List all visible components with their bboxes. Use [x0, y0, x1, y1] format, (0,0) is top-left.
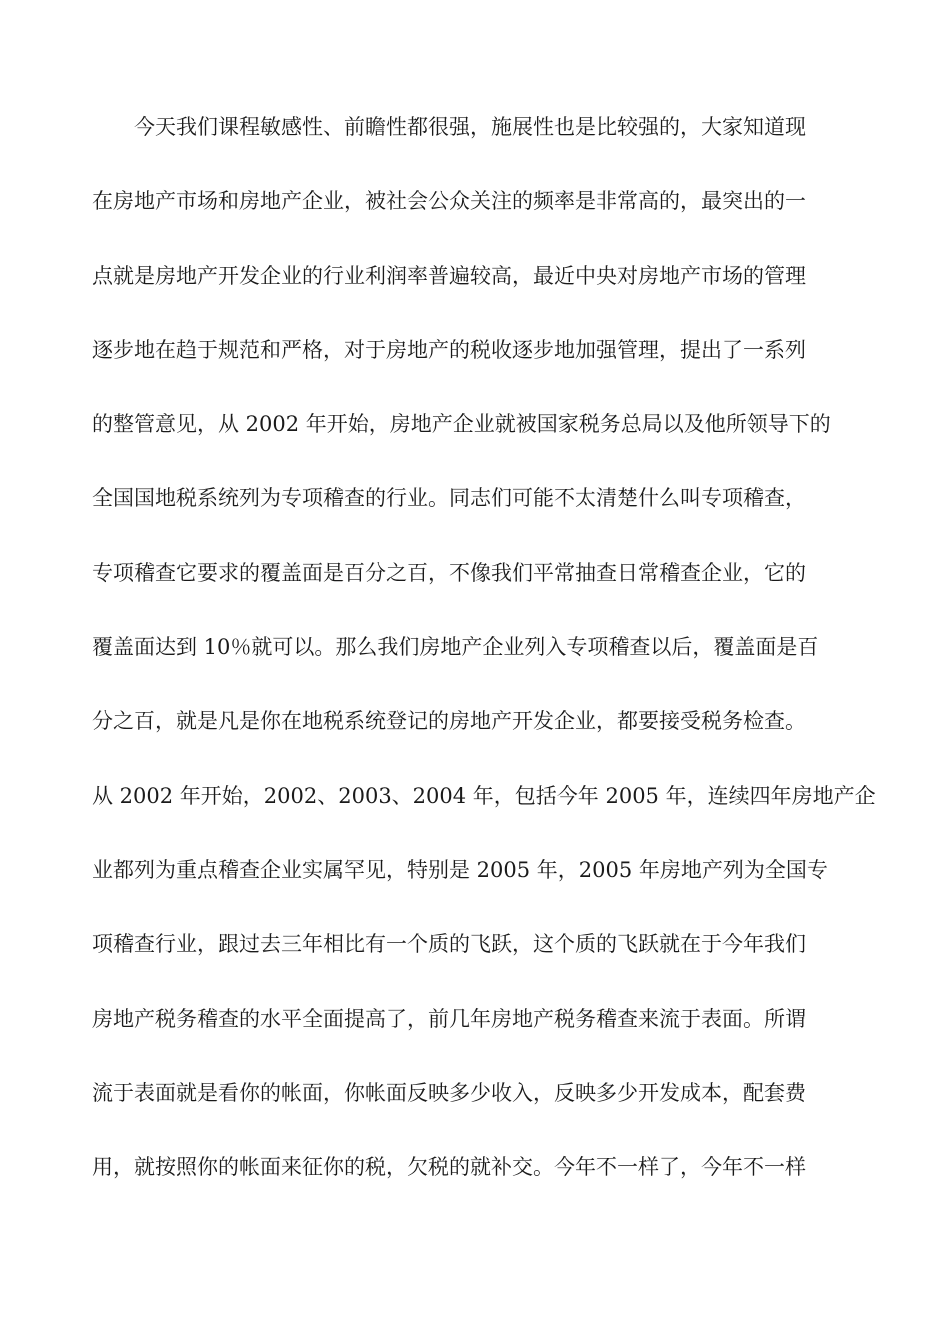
text-line: 的整管意见，从 2002 年开始，房地产企业就被国家税务总局以及他所领导下的 [92, 412, 831, 437]
text-line: 全国国地税系统列为专项稽查的行业。同志们可能不太清楚什么叫专项稽查， [92, 486, 806, 511]
text-line: 今天我们课程敏感性、前瞻性都很强，施展性也是比较强的，大家知道现 [134, 115, 806, 139]
text-line: 从 2002 年开始，2002、2003、2004 年，包括今年 2005 年，连续四年房地产企 [92, 783, 876, 808]
text-line: 专项稽查它要求的覆盖面是百分之百，不像我们平常抽查日常稽查企业，它的 [92, 560, 806, 585]
text-line: 流于表面就是看你的帐面，你帐面反映多少收入，反映多少开发成本，配套费 [92, 1080, 806, 1105]
text-line: 房地产税务稽查的水平全面提高了，前几年房地产税务稽查来流于表面。所谓 [92, 1006, 806, 1031]
text-line: 逐步地在趋于规范和严格，对于房地产的税收逐步地加强管理，提出了一系列 [92, 337, 806, 362]
text-line: 点就是房地产开发企业的行业利润率普遍较高，最近中央对房地产市场的管理 [92, 263, 806, 288]
text-line: 在房地产市场和房地产企业，被社会公众关注的频率是非常高的，最突出的一 [92, 189, 806, 214]
text-line: 分之百，就是凡是你在地税系统登记的房地产开发企业，都要接受税务检查。 [92, 709, 806, 734]
text-line: 项稽查行业，跟过去三年相比有一个质的飞跃，这个质的飞跃就在于今年我们 [92, 932, 806, 957]
body-paragraph [92, 106, 876, 1220]
text-line: 用，就按照你的帐面来征你的税，欠税的就补交。今年不一样了，今年不一样 [92, 1155, 806, 1180]
text-line: 业都列为重点稽查企业实属罕见，特别是 2005 年，2005 年房地产列为全国专 [92, 857, 828, 882]
text-line: 覆盖面达到 10％就可以。那么我们房地产企业列入专项稽查以后，覆盖面是百 [92, 635, 819, 660]
